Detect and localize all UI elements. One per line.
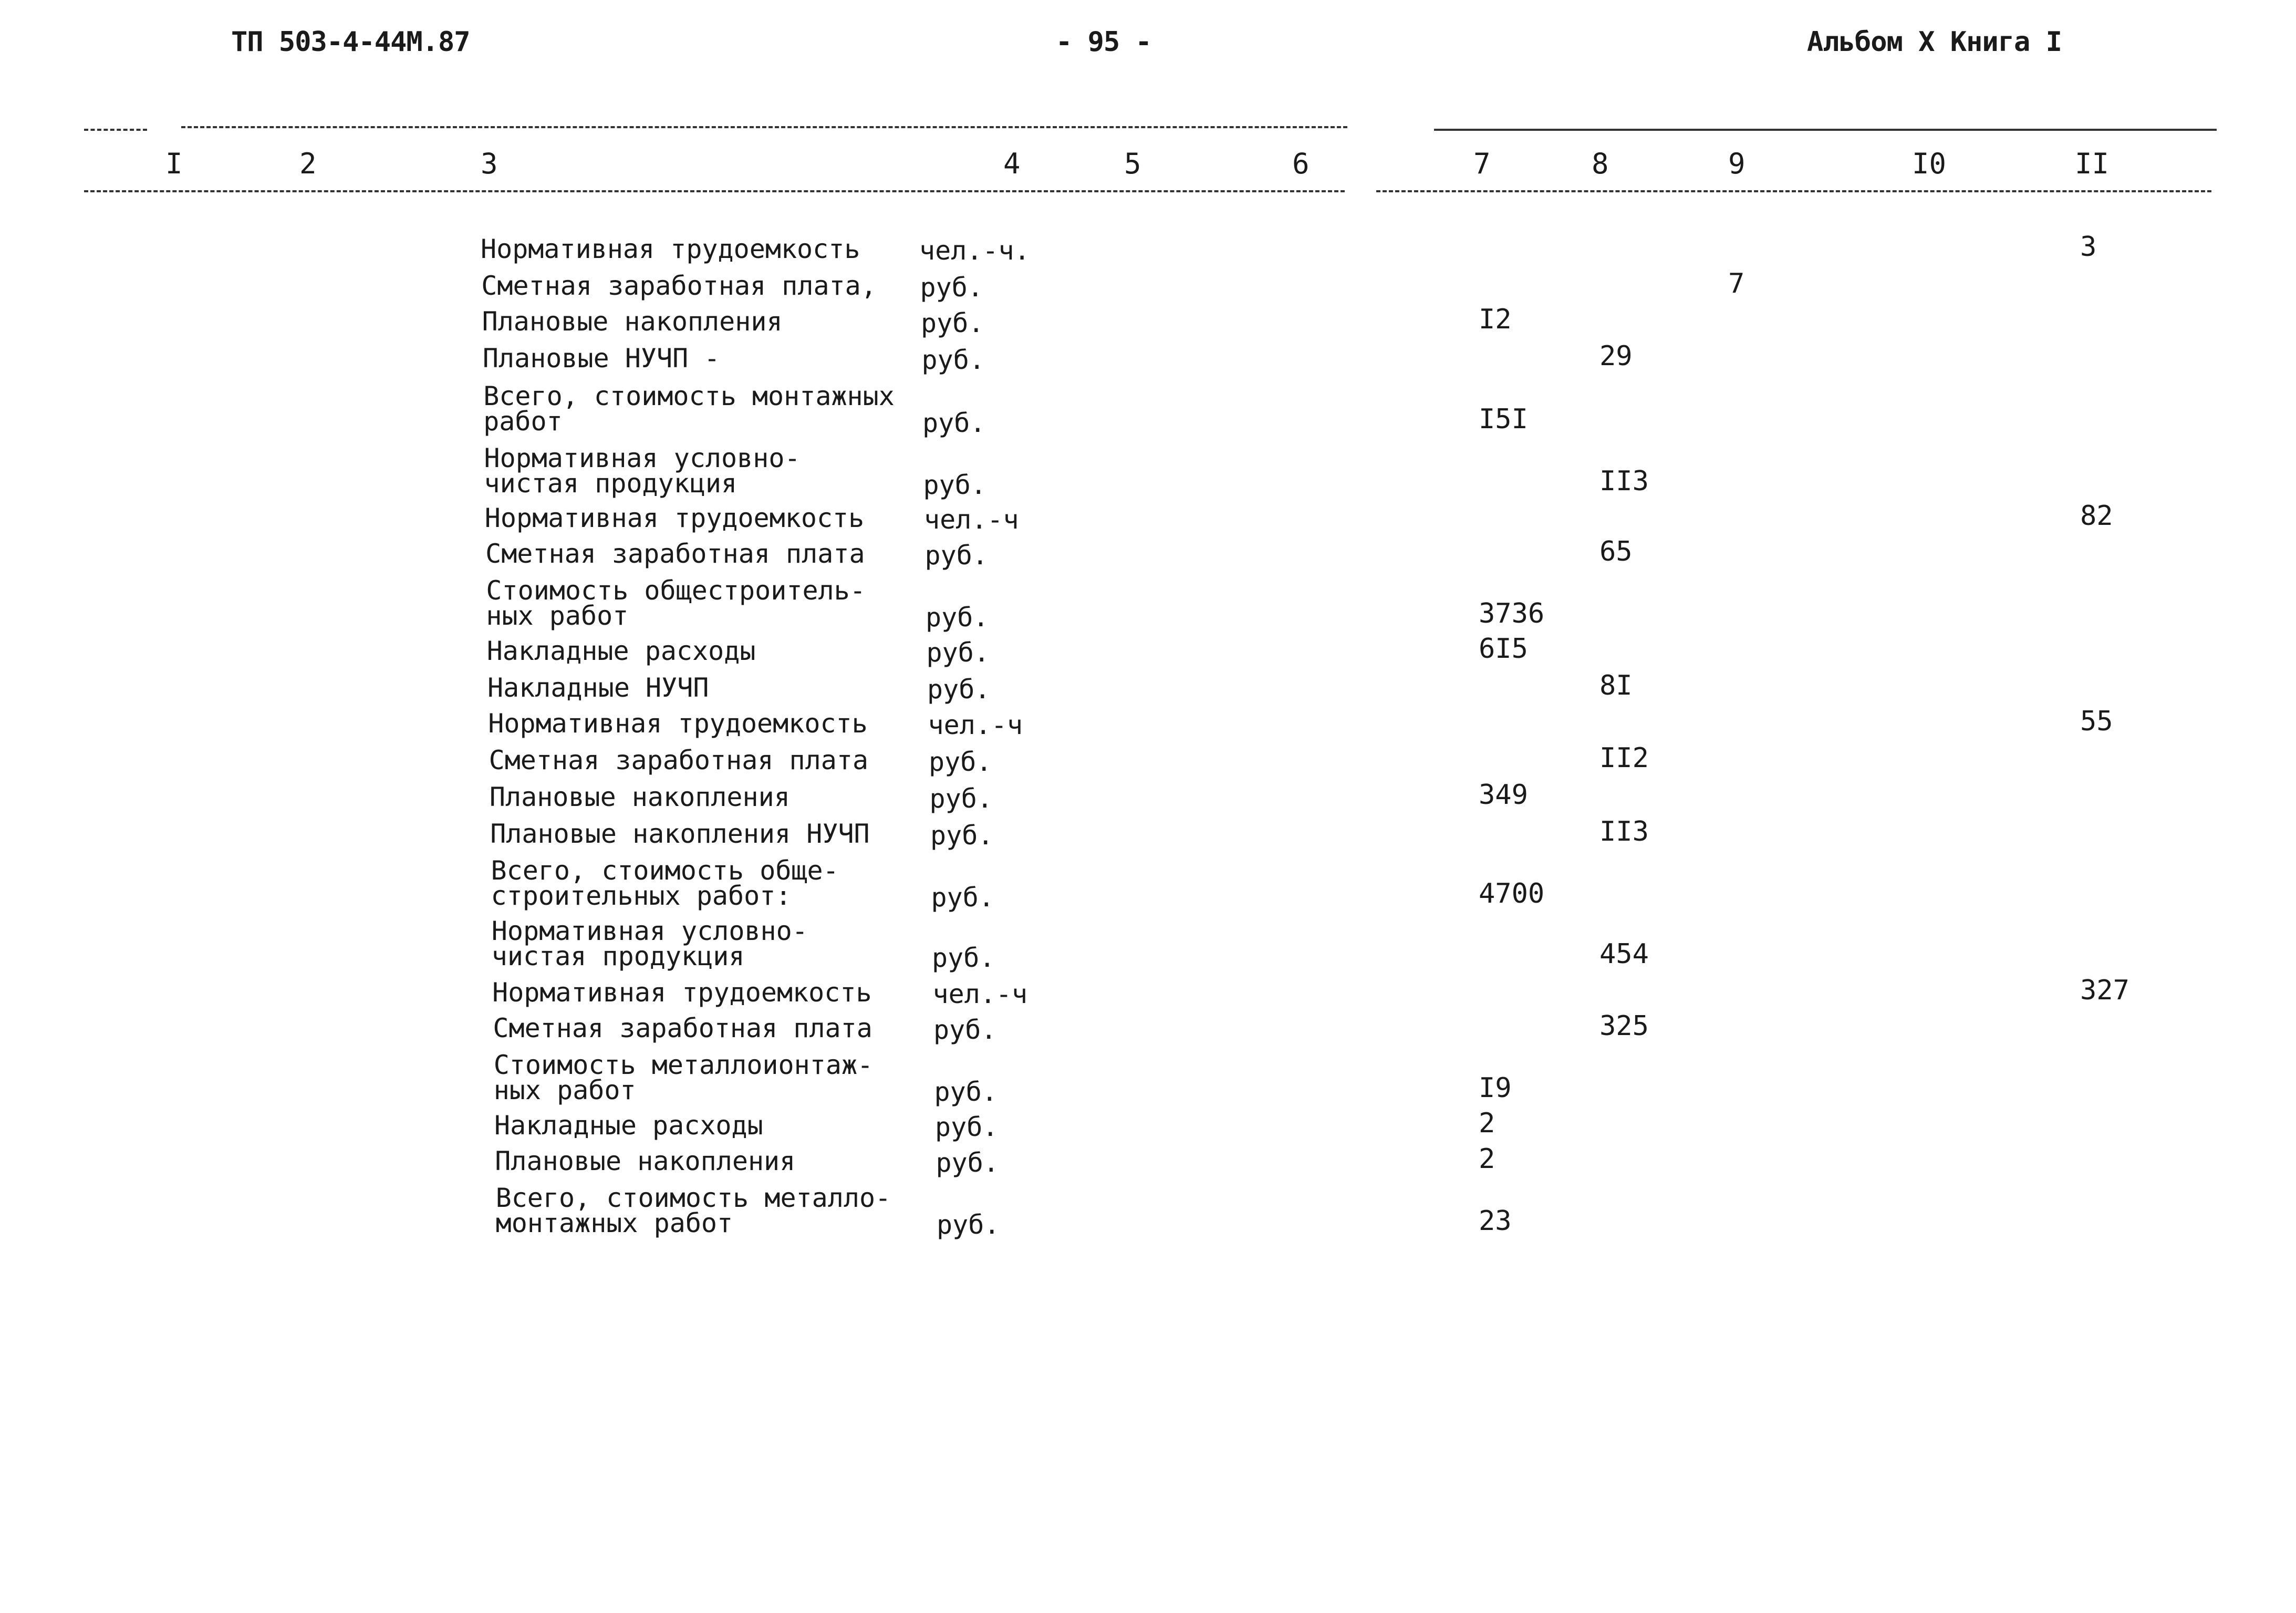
- column-number: 8: [1592, 147, 1609, 180]
- column-number: 2: [299, 147, 317, 180]
- album-book-label: Альбом X Книга I: [1807, 26, 2062, 58]
- row-description: Нормативная условно- чистая продукция: [491, 916, 808, 971]
- row-description: Плановые накопления НУЧП: [490, 819, 870, 849]
- row-description: Сметная заработная плата,: [481, 271, 877, 301]
- row-unit: руб.: [920, 272, 983, 303]
- row-value: I9: [1479, 1072, 1512, 1104]
- row-description: Сметная заработная плата: [489, 745, 869, 776]
- row-description: Стоимость общестроитель- ных работ: [486, 575, 866, 631]
- column-number: 4: [1003, 147, 1021, 180]
- column-number: I: [165, 147, 183, 180]
- row-unit: руб.: [924, 540, 988, 571]
- top-rule-right: [1434, 129, 2217, 131]
- row-description: Накладные расходы: [494, 1110, 763, 1141]
- row-unit: руб.: [926, 637, 990, 668]
- row-unit: руб.: [929, 783, 993, 814]
- row-value: 29: [1599, 340, 1633, 372]
- row-unit: руб.: [922, 408, 986, 438]
- row-value: II3: [1599, 816, 1649, 847]
- bottom-rule-right: [1376, 190, 2211, 192]
- row-value: II3: [1599, 466, 1649, 497]
- row-value: 2: [1479, 1108, 1495, 1139]
- row-value: 23: [1479, 1205, 1512, 1237]
- row-unit: руб.: [923, 470, 986, 500]
- column-number: I0: [1912, 147, 1947, 180]
- row-value: 82: [2080, 500, 2113, 532]
- row-unit: чел.-ч: [924, 504, 1019, 535]
- row-value: II2: [1599, 742, 1649, 774]
- row-unit: руб.: [935, 1112, 999, 1142]
- top-rule-fragment: [84, 129, 147, 131]
- row-description: Плановые накопления: [495, 1146, 796, 1176]
- row-unit: руб.: [927, 674, 991, 705]
- row-unit: руб.: [921, 345, 985, 375]
- column-number: II: [2075, 147, 2110, 180]
- row-description: Всего, стоимость монтажных работ: [483, 381, 895, 437]
- row-value: 3: [2080, 231, 2097, 263]
- row-unit: руб.: [921, 308, 984, 338]
- bottom-rule-left: [84, 190, 1345, 192]
- row-description: Стоимость металлоионтаж- ных работ: [493, 1050, 874, 1105]
- column-number: 5: [1124, 147, 1141, 180]
- column-number: 9: [1728, 147, 1746, 180]
- row-description: Плановые накопления: [482, 306, 783, 337]
- row-description: Нормативная условно- чистая продукция: [484, 443, 801, 499]
- column-number: 6: [1292, 147, 1310, 180]
- row-value: 325: [1599, 1010, 1649, 1042]
- row-unit: чел.-ч.: [919, 235, 1030, 266]
- row-value: 7: [1728, 268, 1745, 299]
- row-unit: руб.: [934, 1077, 998, 1107]
- row-description: Плановые накопления: [489, 782, 790, 812]
- page-number: - 95 -: [1056, 26, 1151, 58]
- row-unit: руб.: [930, 820, 994, 851]
- row-unit: руб.: [929, 747, 992, 777]
- row-unit: руб.: [933, 1015, 997, 1045]
- row-description: Нормативная трудоемкость: [488, 708, 868, 739]
- column-number: 7: [1473, 147, 1491, 180]
- row-value: 6I5: [1479, 633, 1528, 665]
- column-number: 3: [481, 147, 498, 180]
- row-unit: руб.: [931, 882, 994, 913]
- row-value: 349: [1479, 779, 1528, 811]
- row-description: Накладные НУЧП: [487, 673, 709, 703]
- row-value: I5I: [1479, 404, 1528, 435]
- row-description: Всего, стоимость металло- монтажных работ: [495, 1183, 891, 1238]
- row-unit: руб.: [932, 943, 995, 973]
- top-rule-left: [181, 126, 1347, 128]
- row-value: 55: [2080, 706, 2113, 737]
- document-code: ТП 503-4-44М.87: [231, 26, 470, 58]
- row-unit: руб.: [937, 1209, 1000, 1240]
- row-unit: чел.-ч: [932, 979, 1028, 1009]
- row-unit: руб.: [926, 602, 989, 633]
- row-description: Нормативная трудоемкость: [481, 234, 860, 264]
- row-value: 454: [1599, 938, 1649, 970]
- row-value: 327: [2080, 975, 2129, 1006]
- row-description: Сметная заработная плата: [485, 539, 865, 569]
- row-unit: чел.-ч: [928, 710, 1023, 740]
- row-unit: руб.: [936, 1147, 999, 1178]
- row-description: Накладные расходы: [486, 636, 756, 666]
- row-description: Плановые НУЧП -: [482, 343, 720, 374]
- row-value: 2: [1479, 1143, 1495, 1175]
- row-description: Нормативная трудоемкость: [492, 977, 872, 1008]
- row-value: 8I: [1599, 670, 1633, 701]
- row-value: I2: [1479, 304, 1512, 335]
- row-description: Сметная заработная плата: [493, 1013, 872, 1043]
- row-value: 65: [1599, 536, 1633, 567]
- row-description: Всего, стоимость обще- строительных работ:: [491, 855, 839, 911]
- row-description: Нормативная трудоемкость: [484, 503, 865, 533]
- row-value: 3736: [1479, 598, 1545, 629]
- row-value: 4700: [1479, 878, 1545, 909]
